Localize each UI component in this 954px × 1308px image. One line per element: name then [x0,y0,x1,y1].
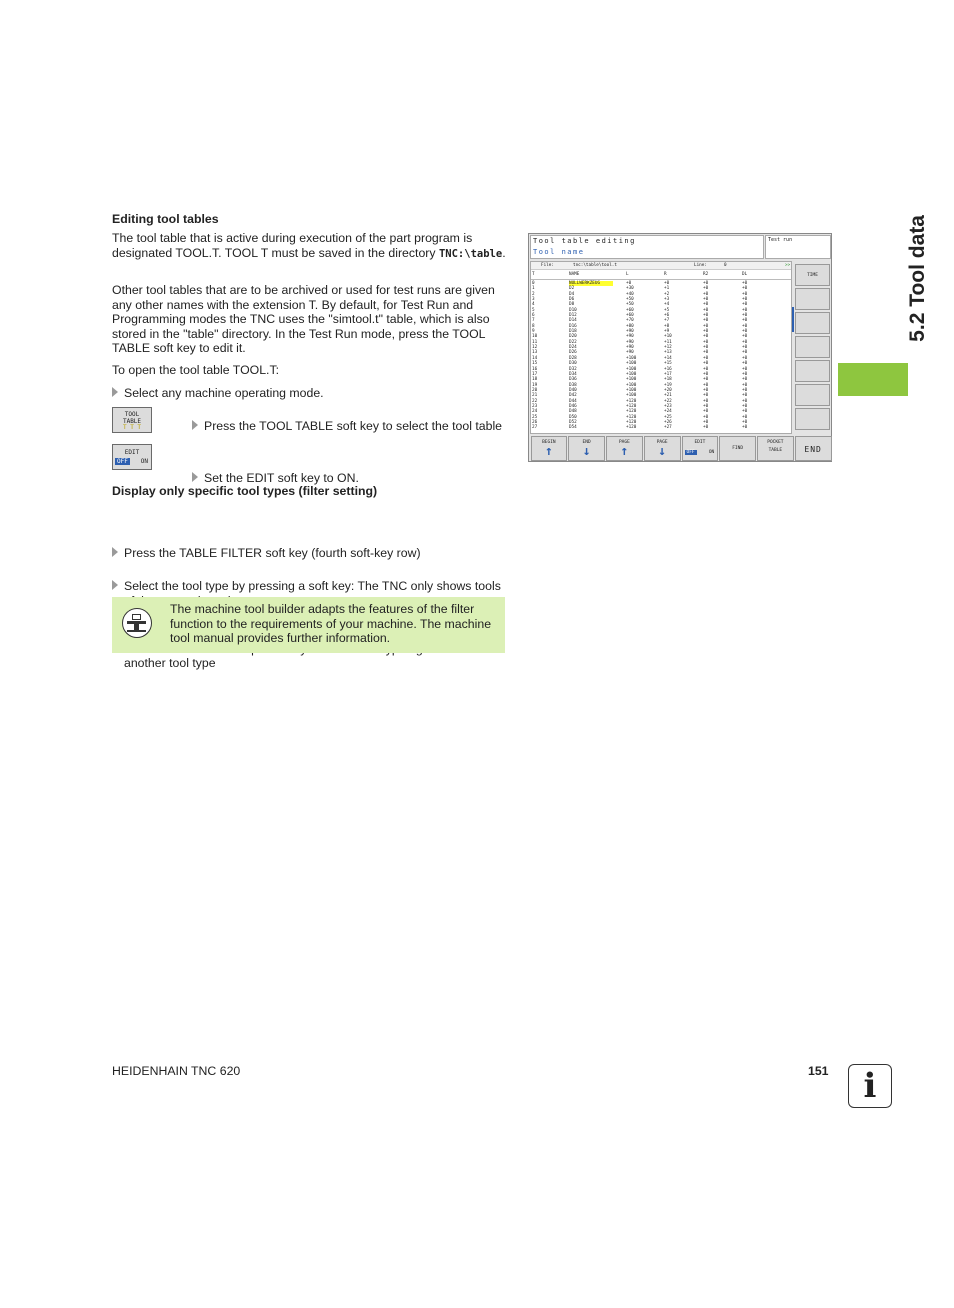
tool-table-softkey-label1: TOOL [124,411,140,418]
table-cell: +0 [703,419,709,425]
table-cell: +17 [664,371,672,377]
table-cell: +0 [703,323,709,329]
step-press-tool-table-text: Press the TOOL TABLE soft key to select the tool table [204,418,503,433]
table-cell: D54 [569,425,577,431]
step-select-mode [112,386,514,401]
table-cell: +120 [626,419,637,425]
table-cell: +0 [742,307,748,313]
table-cell: +0 [742,281,748,286]
table-cell: +14 [664,355,672,361]
table-cell: +9 [664,329,670,335]
table-cell: +90 [626,345,634,351]
table-cell: +100 [626,361,637,367]
bullet-arrow-icon [192,472,198,482]
table-cell: D46 [569,403,577,409]
edit-softkey[interactable] [112,444,152,470]
table-cell: 14 [532,355,538,361]
arrow-down-icon: ↓ [582,444,591,459]
table-cell: +30 [626,286,634,292]
paragraph-active-table: The tool table that is active during execution of the part program is designated TOOL.T. TOOL T must be saved in the directory TNC:\table. [112,231,506,260]
table-cell: D26 [569,350,577,356]
table-cell: 9 [532,329,535,335]
table-cell: +0 [703,329,709,335]
column-header: R2 [703,272,709,277]
table-cell: D38 [569,382,577,388]
table-cell: 4 [532,302,535,308]
table-cell: D18 [569,329,577,335]
table-cell: +120 [626,398,637,404]
table-cell: +12 [664,345,672,351]
column-header: R [664,272,667,277]
edit-off-indicator: OFF [686,450,695,455]
bottom-softkey-label: EDIT [694,440,706,445]
table-cell: +100 [626,377,637,383]
table-cell: +7 [664,318,670,324]
table-cell: D42 [569,393,577,399]
table-cell: 3 [532,297,535,303]
table-cell: 15 [532,361,538,367]
table-cell: +0 [742,419,748,425]
table-cell: +22 [664,398,672,404]
table-cell: +26 [664,419,672,425]
screen-table-area [530,261,792,434]
table-cell: +0 [742,382,748,388]
table-cell: +0 [742,323,748,329]
machine-note-box [112,597,505,653]
table-cell: D10 [569,307,577,313]
table-cell: +15 [664,361,672,367]
bottom-softkey[interactable] [795,436,832,461]
table-cell: +0 [742,393,748,399]
table-cell: 5 [532,307,535,313]
file-path: tnc:\table\tool.t [573,263,617,268]
table-row[interactable] [531,425,791,430]
table-cell: +0 [742,366,748,372]
table-cell: 17 [532,371,538,377]
table-cell: +5 [664,307,670,313]
table-cell: 25 [532,414,538,420]
bullet-arrow-icon [192,420,198,430]
table-cell: D12 [569,313,577,319]
table-cell: +2 [664,291,670,297]
table-cell: +50 [626,297,634,303]
table-cell: +0 [626,281,632,286]
line-value: 0 [724,263,727,268]
table-cell: +27 [664,425,672,431]
section-tab-title: 5.2 Tool data [906,215,929,342]
table-cell: +24 [664,409,672,415]
table-cell: +13 [664,350,672,356]
step-press-tool-table [192,419,506,434]
table-cell: +0 [703,339,709,345]
heading-editing-tool-tables: Editing tool tables [112,212,219,226]
table-cell: +0 [742,371,748,377]
table-cell: D28 [569,355,577,361]
table-cell: D14 [569,318,577,324]
table-cell: +1 [664,286,670,292]
table-cell: +18 [664,377,672,383]
heading-filter-setting: Display only specific tool types (filter setting) [112,484,378,498]
column-header: T [532,272,535,277]
table-cell: +100 [626,387,637,393]
table-cell: +0 [703,387,709,393]
bottom-softkey-label: FIND [732,446,744,451]
screen-sub-title: Tool name [533,248,585,256]
table-cell: +80 [626,323,634,329]
arrow-down-icon: ↓ [658,444,667,459]
table-cell: NULLWERKZEUG [569,281,613,286]
table-cell: D22 [569,339,577,345]
side-softkey[interactable] [795,360,830,382]
bottom-softkey[interactable] [644,436,681,461]
table-cell: +50 [626,302,634,308]
section-tab-marker [838,363,908,396]
table-cell: 1 [532,286,535,292]
table-cell: +21 [664,393,672,399]
step-table-filter [112,546,519,561]
table-cell: +40 [626,291,634,297]
table-cell: +0 [703,425,709,431]
column-header: L [626,272,629,277]
table-cell: +0 [703,307,709,313]
table-cell: D36 [569,377,577,383]
table-cell: +0 [703,297,709,303]
step-table-filter-text: Press the TABLE FILTER soft key (fourth soft-key row) [124,545,421,560]
table-cell: +90 [626,339,634,345]
paragraph-open-table: To open the tool table TOOL.T: [112,363,280,377]
info-icon-letter: i [863,1066,877,1106]
table-cell: +0 [742,339,748,345]
column-header: NAME [569,272,580,277]
table-cell: +0 [703,350,709,356]
directory-code: TNC:\table [438,247,503,260]
bottom-softkey-label: TABLE [768,448,783,453]
column-header: DL [742,272,748,277]
table-cell: +0 [703,414,709,420]
table-cell: +0 [703,382,709,388]
side-softkey[interactable]: TIME [795,264,830,286]
table-cell: D24 [569,345,577,351]
side-softkey[interactable] [795,384,830,406]
table-cell: D50 [569,414,577,420]
table-cell: 13 [532,350,538,356]
table-cell: D30 [569,361,577,367]
bottom-softkey[interactable] [531,436,568,461]
step-select-type-text: Select the tool type by pressing a soft key: The TNC only shows tools [124,579,501,594]
side-softkey[interactable] [795,408,830,430]
table-cell: D40 [569,387,577,393]
table-cell: +0 [703,403,709,409]
screen-mode-right-label: Test run [768,237,793,243]
paragraph-other-tables: Other tool tables that are to be archived or used for test runs are given any other names with the extension T. By default, for Test Run and Programming modes the TNC uses the "simtool.t" table, which is also stored in the "table" directory. In the Test Run mode, press the TOOL TABLE soft key to edit it. [112,283,495,356]
bullet-arrow-icon [112,580,118,590]
bullet-arrow-icon [112,547,118,557]
table-cell: +60 [626,307,634,313]
table-cell: D16 [569,323,577,329]
bottom-softkey-label: END [804,445,822,454]
table-cell: +120 [626,403,637,409]
arrow-up-icon: ↑ [620,444,629,459]
bottom-softkey-label: PAGE [618,440,630,445]
table-cell: D44 [569,398,577,404]
table-cell: 11 [532,339,538,345]
table-cell: +100 [626,371,637,377]
table-cell: +0 [742,318,748,324]
table-cell: +0 [664,281,670,286]
table-cell: +0 [742,377,748,383]
screen-mode-title: Tool table editing [533,237,636,245]
table-cell: +0 [703,398,709,404]
table-cell: +0 [742,302,748,308]
table-cell: +70 [626,318,634,324]
table-cell: +6 [664,313,670,319]
bottom-softkey-row [530,436,832,461]
table-cell: +25 [664,414,672,420]
table-cell: +0 [742,286,748,292]
bottom-softkey-label: POCKET [767,440,784,445]
table-cell: +0 [742,345,748,351]
table-cell: 23 [532,403,538,409]
bottom-softkey[interactable] [719,436,756,461]
table-cell: +0 [703,409,709,415]
table-cell: 22 [532,398,538,404]
bottom-softkey-label: BEGIN [542,440,556,445]
page-number: 151 [808,1064,829,1078]
table-cell: +90 [626,350,634,356]
table-cell: +0 [742,403,748,409]
bullet-arrow-icon [112,387,118,397]
table-cell: +0 [742,361,748,367]
screen-mode-right [765,235,831,259]
bottom-softkey-label: END [582,440,591,445]
table-cell: +100 [626,382,637,388]
edit-softkey-label: EDIT [124,449,140,456]
table-cell: +100 [626,355,637,361]
table-cell: 16 [532,366,538,372]
step-edit-on-text: Set the EDIT soft key to ON. [204,471,359,486]
table-cell: +90 [626,329,634,335]
table-cell: 19 [532,382,538,388]
table-cell: 21 [532,393,538,399]
table-cell: +0 [703,318,709,324]
table-cell: 24 [532,409,538,415]
table-cell: D4 [569,291,575,297]
side-softkey[interactable] [795,288,830,310]
step-select-mode-text: Select any machine operating mode. [124,386,324,400]
side-softkey-column [793,261,832,434]
machine-note-text: The machine tool builder adapts the features of the filter function to the requirements of your machine. The machine tool manual provides further information. [170,602,492,646]
screen-header [530,235,764,259]
table-cell: +0 [742,414,748,420]
file-label: File: [541,263,554,268]
table-cell: 8 [532,323,535,329]
table-cell: +8 [664,323,670,329]
table-cell: +23 [664,403,672,409]
table-cell: +60 [626,313,634,319]
table-cell: +0 [742,350,748,356]
step-cancel-filter-text: another tool type [124,656,216,671]
table-cell: 2 [532,291,535,297]
table-cell: +120 [626,414,637,420]
table-cell: +0 [742,398,748,404]
info-icon [848,1064,892,1108]
table-cell: +16 [664,366,672,372]
table-cell: +0 [703,291,709,297]
table-cell: +0 [742,355,748,361]
table-cell: D2 [569,286,575,292]
table-cell: D8 [569,302,575,308]
scroll-indicator [792,307,794,332]
side-softkey[interactable] [795,312,830,334]
table-cell: 20 [532,387,538,393]
table-cell: +0 [742,313,748,319]
table-cell: +11 [664,339,672,345]
table-cell: +0 [703,366,709,372]
table-cell: +0 [742,334,748,340]
table-cell: +0 [703,313,709,319]
table-cell: +0 [742,291,748,297]
tnc-screen [528,233,832,462]
table-cell: +10 [664,334,672,340]
table-cell: +0 [703,393,709,399]
table-cell: +120 [626,409,637,415]
table-cell: 10 [532,334,538,340]
table-cell: +0 [703,361,709,367]
edit-on-indicator: ON [708,450,715,455]
table-cell: +0 [703,371,709,377]
table-cell: +90 [626,334,634,340]
table-cell: D48 [569,409,577,415]
side-softkey[interactable] [795,336,830,358]
table-cell: D52 [569,419,577,425]
table-cell: +0 [742,329,748,335]
table-cell: +0 [742,425,748,431]
table-cell: +19 [664,382,672,388]
table-cell: +0 [703,286,709,292]
footer-product: HEIDENHAIN TNC 620 [112,1064,241,1078]
edit-off-indicator: OFF [117,458,128,465]
table-cell: +0 [742,409,748,415]
table-cell: 26 [532,419,538,425]
table-cell: +100 [626,393,637,399]
table-cell: 7 [532,318,535,324]
tool-table-softkey-label2: TABLE [122,418,142,425]
table-cell: 0 [532,281,535,286]
table-cell: +0 [703,281,709,286]
more-columns-arrows: >> [785,263,791,268]
table-cell: +0 [742,387,748,393]
paragraph-active-table-text: The tool table that is active during execution of the part program is designated TOOL.T. TOOL T must be saved in the directory [112,231,473,260]
table-cell: +0 [703,345,709,351]
table-cell: +100 [626,366,637,372]
tool-icon: T T T [122,424,142,431]
bottom-softkey[interactable] [757,436,794,461]
table-cell: +0 [742,297,748,303]
table-cell: 18 [532,377,538,383]
table-rows [531,281,791,431]
table-cell: D6 [569,297,575,303]
table-cell: +0 [703,334,709,340]
table-cell: +0 [703,377,709,383]
table-cell: +4 [664,302,670,308]
table-cell: 6 [532,313,535,319]
tool-table-softkey[interactable] [112,407,152,433]
bottom-softkey-label: PAGE [656,440,668,445]
table-header-row [531,271,791,280]
table-cell: D34 [569,371,577,377]
bottom-softkey[interactable] [682,436,719,461]
table-cell: D20 [569,334,577,340]
table-cell: 27 [532,425,538,431]
table-cell: D32 [569,366,577,372]
table-cell: +120 [626,425,637,431]
edit-on-indicator: ON [140,458,148,465]
arrow-up-icon: ↑ [544,444,553,459]
machine-icon [122,608,152,638]
bottom-softkey[interactable] [568,436,605,461]
line-label: Line: [694,263,707,268]
bottom-softkey[interactable] [606,436,643,461]
table-cell: +0 [703,302,709,308]
table-cell: +3 [664,297,670,303]
table-cell: 12 [532,345,538,351]
table-cell: +20 [664,387,672,393]
table-cell: +0 [703,355,709,361]
